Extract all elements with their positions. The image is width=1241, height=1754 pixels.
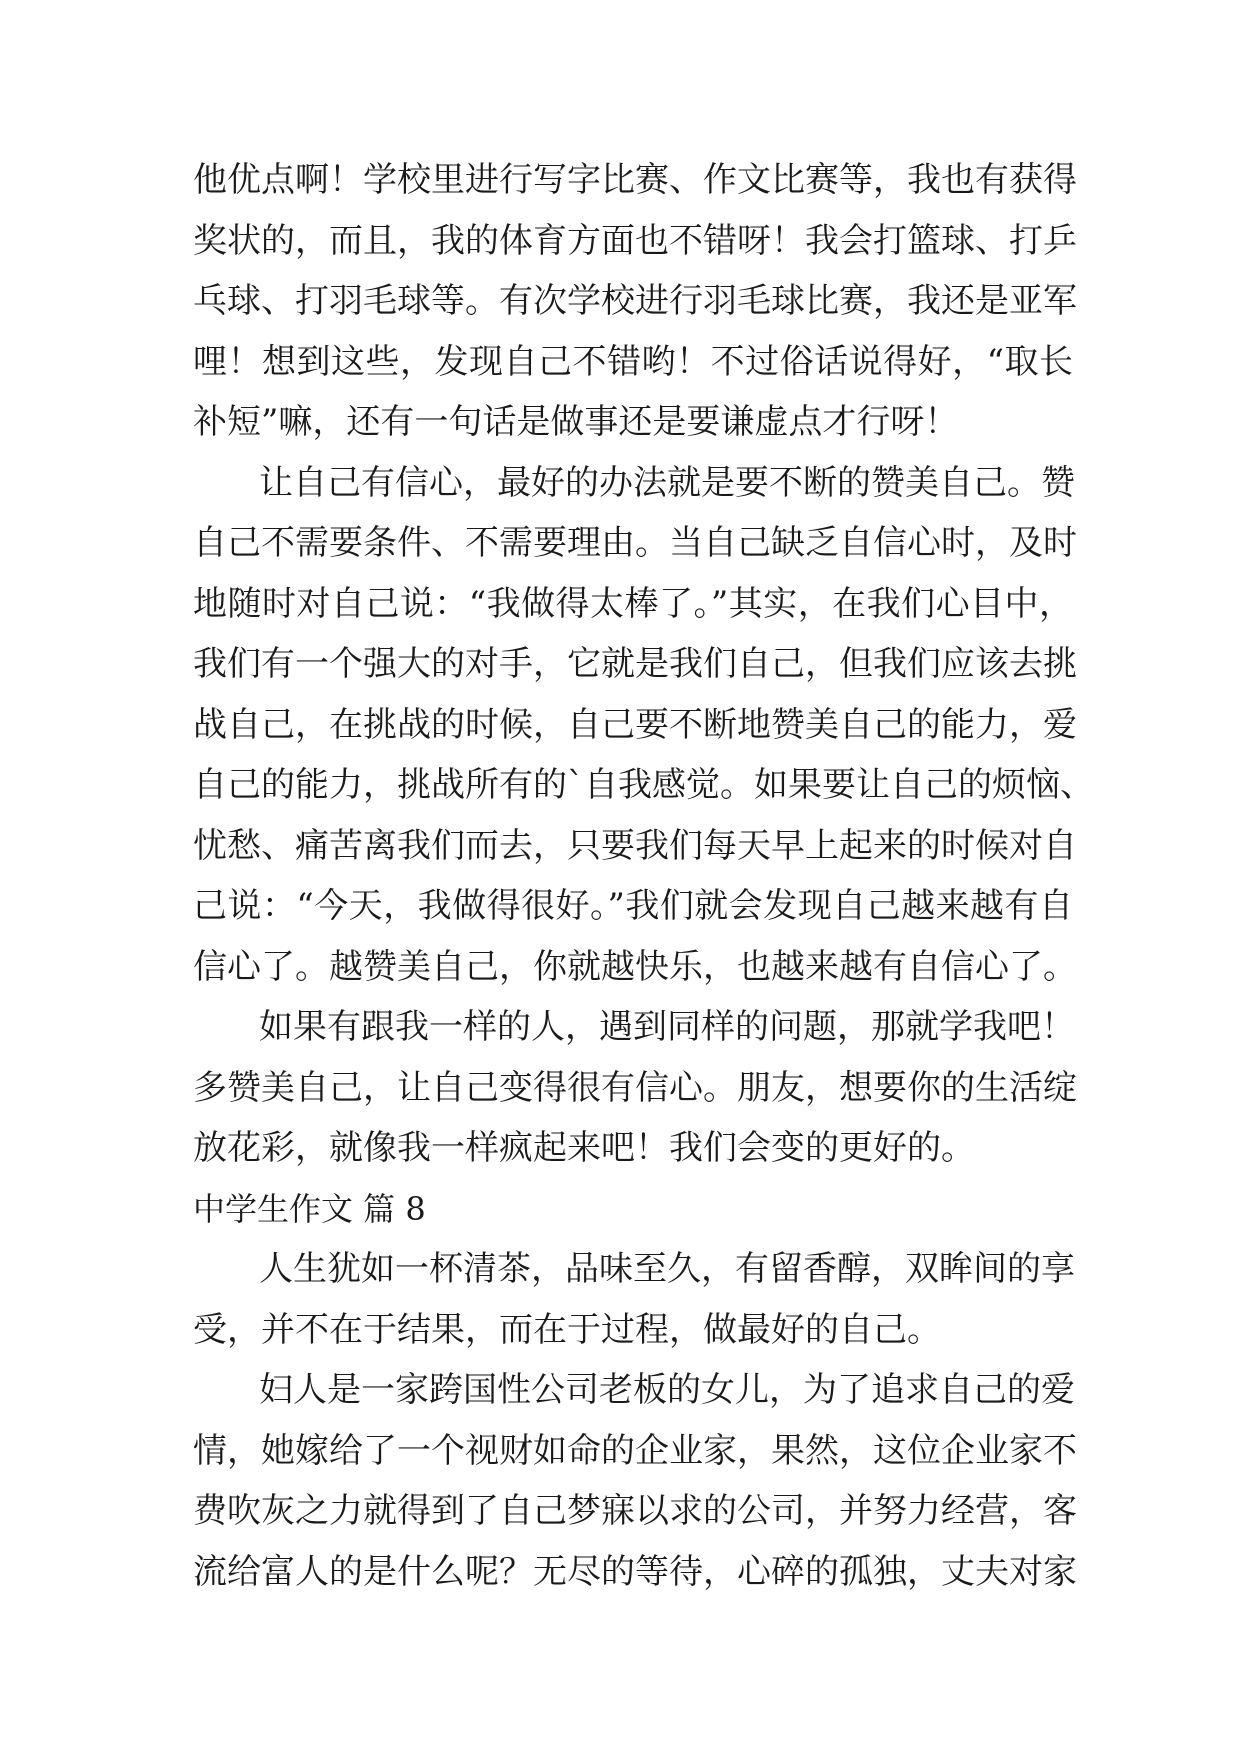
text-line: 自己不需要条件、不需要理由。当自己缺乏自信心时，及时 [193,523,1077,563]
document-body [193,150,1094,1602]
text-line: 费吹灰之力就得到了自己梦寐以求的公司，并努力经营，客 [193,1491,1077,1531]
text-line: 如果有跟我一样的人，遇到同样的问题，那就学我吧！ [259,1007,1075,1047]
text-line: 地随时对自己说：“我做得太棒了。”其实，在我们心目中， [193,583,1073,624]
text-line: 信心了。越赞美自己，你就越快乐，也越来越有自信心了。 [193,946,1077,987]
text-line: 哩！想到这些，发现自己不错哟！不过俗话说得好，“取长 [193,341,1073,382]
text-line: 己说：“今天，我做得很好。”我们就会发现自己越来越有自 [193,886,1073,926]
text-line: 情，她嫁给了一个视财如命的企业家，果然，这位企业家不 [193,1430,1077,1471]
section-heading: 中学生作文 篇 8 [193,1189,426,1228]
text-line: 自己的能力，挑战所有的`自我感觉。如果要让自己的烦恼、 [193,765,1094,805]
text-line: 妇人是一家跨国性公司老板的女儿，为了追求自己的爱 [259,1370,1075,1410]
text-line: 流给富人的是什么呢？无尽的等待，心碎的孤独，丈夫对家 [193,1551,1077,1592]
text-line: 让自己有信心，最好的办法就是要不断的赞美自己。赞 [259,462,1075,503]
text-line: 忧愁、痛苦离我们而去，只要我们每天早上起来的时候对自 [193,825,1077,866]
text-line: 人生犹如一杯清茶，品味至久，有留香醇，双眸间的享 [259,1249,1075,1289]
text-line: 多赞美自己，让自己变得很有信心。朋友，想要你的生活绽 [193,1067,1077,1108]
text-line: 战自己，在挑战的时候，自己要不断地赞美自己的能力，爱 [193,704,1077,745]
text-line: 奖状的，而且，我的体育方面也不错呀！我会打篮球、打乒 [193,220,1077,261]
text-line: 乓球、打羽毛球等。有次学校进行羽毛球比赛，我还是亚军 [193,281,1077,321]
text-line: 他优点啊！学校里进行写字比赛、作文比赛等，我也有获得 [193,160,1077,200]
text-line: 补短”嘛，还有一句话是做事还是要谦虚点才行呀！ [193,402,959,442]
text-line: 放花彩，就像我一样疯起来吧！我们会变的更好的。 [193,1128,975,1168]
text-line: 受，并不在于结果，而在于过程，做最好的自己。 [193,1309,941,1350]
text-line: 我们有一个强大的对手，它就是我们自己，但我们应该去挑 [193,644,1077,684]
